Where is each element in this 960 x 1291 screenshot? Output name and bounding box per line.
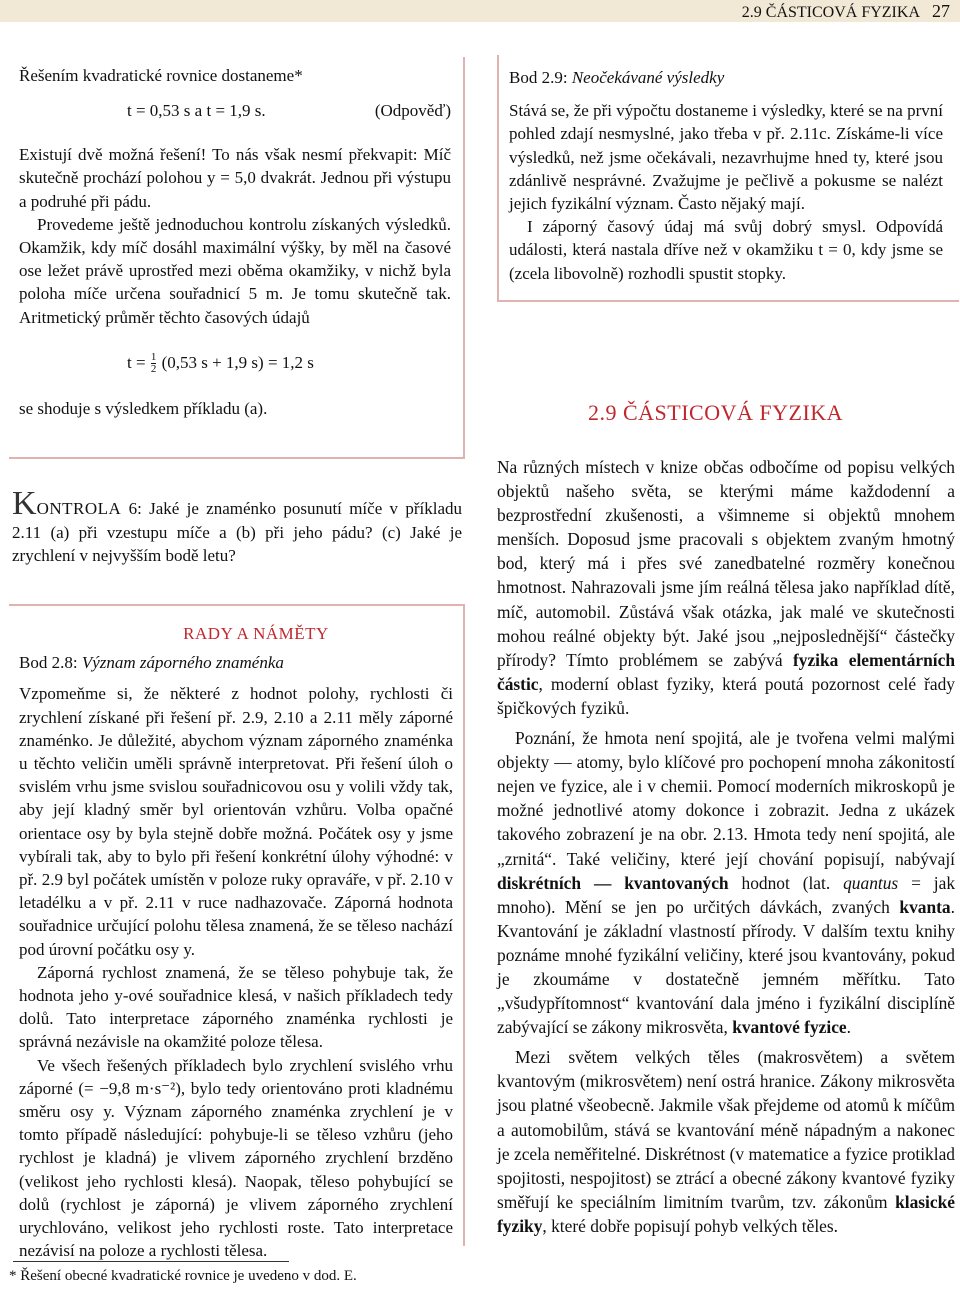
paragraph: Ve všech řešených příkladech bylo zrychlení svislého vrhu záporné (= −9,8 m·s⁻²), bylo tedy orientováno proti kladnému směru osy y. Význam záporného znaménka zrychlení je v tomto případě následující: pohybuje-li se těleso vzhůru (jeho rychlost je kladná) je vlivem záporného zrychlení brzděno (velikost jeho rychlosti klesá). Naopak, těleso pohybující se dolů (rychlost je záporná) je vlivem záporného zrychlení urychlováno, velikost jeho rychlosti roste. Tato interpretace nezávisí na poloze a rychlosti tělesa. [19, 1055, 453, 1261]
header-section: 2.9 ČÁSTICOVÁ FYZIKA [741, 4, 920, 21]
kontrola-text: 6: Jaké je znaménko posunutí míče v příkladu 2.11 (a) při vzestupu míče a (b) při jeho pádu? (c) Jaké je zrychlení v nejvyšším bodě letu? [12, 499, 462, 566]
tip-heading [19, 651, 453, 674]
section-body [497, 455, 955, 1238]
section-title: 2.9 ČÁSTICOVÁ FYZIKA [588, 400, 844, 425]
intro-text: Řešením kvadratické rovnice dostaneme* [19, 66, 303, 85]
paragraph: Provedeme ještě jednoduchou kontrolu získaných výsledků. Okamžik, kdy míč dosáhl maximální výšky, by měl na časové ose ležet právě uprostřed mezi oběma okamžiky, v nichž byla poloha míče určena souřadnicí 5 m. Je tomu skutečně tak. Aritmetický průměr těchto časových údajů [19, 214, 451, 327]
running-header [742, 0, 950, 24]
equation-2 [19, 329, 451, 391]
paragraph: Existují dvě možná řešení! To nás však nesmí překvapit: Míč skutečně prochází polohou y = 5,0 dvakrát. Jednou při výstupu a podruhé při pádu. [19, 145, 451, 211]
footnote: * Řešení obecné kvadratické rovnice je uvedeno v dod. E. [9, 1268, 357, 1284]
tip-label: Bod 2.9: [509, 68, 568, 87]
equation-1-text: t = 0,53 s a t = 1,9 s. [127, 101, 266, 121]
tips-content [19, 622, 453, 1262]
sample-problem-content [19, 64, 451, 420]
tip-right-content [509, 66, 943, 285]
paragraph: Poznání, že hmota není spojitá, ale je tvořena velmi malými objekty — atomy, bylo klíčové pro pochopení mnoha zákonitostí nejen ve fyzice, ale i v chemii. Pomocí moderních mikroskopů je možné jednotlivé atomy dokonce i zobrazit. Jedna z ukázek takového zobrazení je na obr. 2.13. Hmota tedy není spojitá, ale „zrnitá“. Také veličiny, které její chování popisují, nabývají diskrétních — kvantovaných hodnot (lat. quantus = jak mnoho). Mění se jen po určitých dávkách, zvaných kvanta. Kvantování je základní vlastností přírody. V dalším textu knihy poznáme mnohé fyzikální veličiny, které jsou kvantovány, pokud je zkoumáme v dostatečně jemném měřítku. Tato „všudypřítomnost“ kvantování dala jméno i fyzikální disciplíně zabývající se zákony mikrosvěta, kvantové fyzice. [497, 728, 956, 1038]
fraction-half: $\frac{1}{2}$ [150, 351, 157, 376]
equation-2-left: t = [127, 352, 146, 372]
paragraph: se shoduje s výsledkem příkladu (a). [19, 398, 268, 418]
paragraph: Záporná rychlost znamená, že se těleso pohybuje tak, že hodnota jeho y-ové souřadnice klesá, v našich příkladech tedy dolů. Tato interpretace záporného znaménka rychlosti je správná nezávisle na okamžité poloze tělesa. [19, 962, 453, 1052]
tip-label: Bod 2.8: [19, 653, 78, 673]
tips-title: RADY A NÁMĚTY [183, 624, 329, 643]
footnote-rule [13, 1261, 289, 1262]
tip-title: Neočekávané výsledky [571, 68, 725, 87]
equation-1 [19, 87, 451, 143]
page-number: 27 [932, 1, 950, 21]
paragraph: Mezi světem velkých těles (makrosvětem) a světem kvantovým (mikrosvětem) není ostrá hranice. Zákony mikrosvěta jsou platné všeobecně. Jakmile však přejdeme od atomů k míčům a automobilům, stává se kvantování méně nápadným a nakonec je zcela neměřitelné. Diskrétnost (v matematice a fyzice protiklad spojitosti, nespojitost) se ztrácí a obecné zákony kvantové fyziky směřují ke speciálním limitním tvarům, tzv. zákonům klasické fyziky, které dobře popisují pohyb velkých těles. [497, 1047, 955, 1236]
paragraph: Vzpomeňme si, že některé z hodnot polohy, rychlosti či zrychlení získané při řešení př. 2.9, 2.10 a 2.11 měly záporné znaménko. Je důležité, abychom význam záporného znaménka u těchto veličin uměli správně interpretovat. Při řešení úloh o svislém vrhu jsme svislou souřadnicovou osu y volili vždy tak, aby její kladný směr byl orientován vzhůru. Volba opačné orientace osy by byla stejně dobře možná. Počátek osy y jsme vybírali tak, aby to bylo při řešení konkrétní úlohy výhodné: v př. 2.9 byl počátek umístěn v poloze ruky opraváře, v př. 2.10 v letadélku a v př. 2.11 v ruce nadhazovače. Záporná hodnota souřadnice určující polohu tělesa znamená, že se těleso nachází pod úrovní počátku osy y. [19, 684, 453, 959]
kontrola-word: ONTROLA [36, 499, 122, 518]
kontrola-checkpoint [12, 487, 462, 567]
paragraph: I záporný časový údaj má svůj dobrý smysl. Odpovídá události, která nastala dříve než v okamžiku t = 0, kdy jsme se (zcela libovolně) rozhodli spustit stopky. [509, 217, 943, 283]
equation-1-label: (Odpověď) [374, 101, 451, 121]
paragraph: Na různých místech v knize občas odbočíme od popisu velkých objektů našeho světa, se kterými máme každodenní a bezprostřední zkušenosti, a všimneme si objektů mnohem menších. Doposud jsme pracovali s objektem zvaným hmotný bod, který má i přes své zanedbatelné rozměry konečnou hmotnost. Nahrazovali jsme jím reálná tělesa jako například dítě, míč, automobil. Zůstává však otázka, jak malé ve skutečnosti mohou reálné objekty být. Jaké jsou „nejposlednější“ částečky přírody? Tímto problémem se zabývá fyzika elementárních částic, moderní oblast fyziky, která poutá pozornost celé řady špičkových fyziků. [497, 457, 956, 718]
paragraph: Stává se, že při výpočtu dostaneme i výsledky, které se na první pohled zdají nesmyslné, jako třeba v př. 2.11c. Získáme-li více výsledků, než jsme očekávali, nezavrhujme hned ty, které jsou zdánlivě nesprávné. Zvažujme je pečlivě a pokusme se nalézt jejich fyzikální význam. Často nějaký mají. [509, 101, 943, 214]
kontrola-initial: K [12, 485, 37, 522]
tip-title: Význam záporného znaménka [81, 653, 284, 673]
equation-2-right: (0,53 s + 1,9 s) = 1,2 s [161, 352, 314, 372]
tip-heading [509, 66, 943, 89]
